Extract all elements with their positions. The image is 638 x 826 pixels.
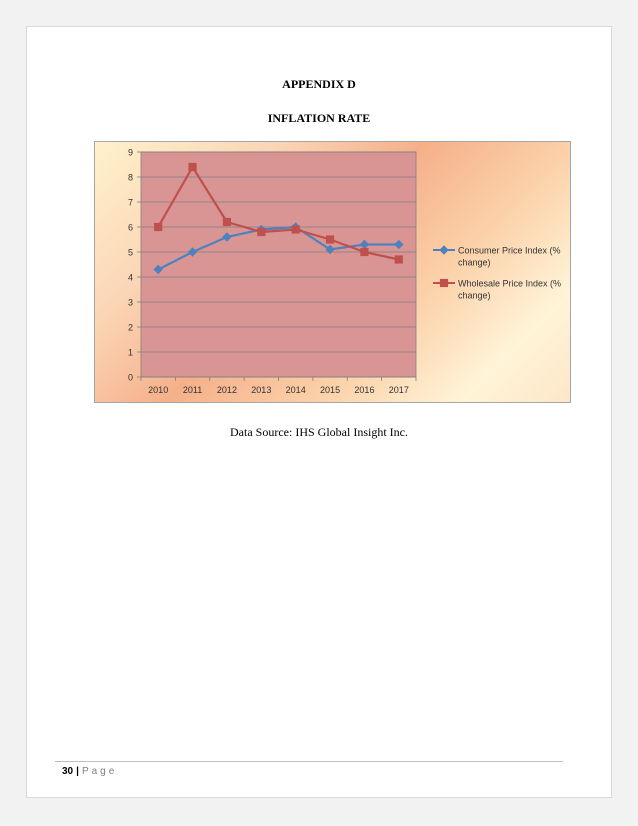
y-tick-label: 7	[127, 197, 133, 208]
chart-svg	[95, 142, 572, 404]
y-tick-label: 8	[127, 172, 133, 183]
y-tick-label: 4	[127, 272, 133, 283]
appendix-heading: APPENDIX D	[282, 77, 356, 91]
footer-separator: |	[76, 766, 79, 777]
x-tick-label: 2015	[320, 385, 341, 395]
data-point-wpi	[326, 236, 333, 243]
legend-label-cpi: Consumer Price Index (% change)	[458, 245, 561, 268]
y-tick-label: 9	[127, 147, 133, 158]
x-tick-label: 2016	[354, 385, 375, 395]
y-tick-label: 5	[127, 247, 133, 258]
legend-label-wpi: Wholesale Price Index (% change)	[458, 278, 562, 301]
y-tick-label: 6	[127, 222, 133, 233]
x-tick-label: 2011	[182, 385, 203, 395]
data-point-wpi	[223, 218, 230, 225]
x-tick-label: 2017	[388, 385, 409, 395]
data-point-wpi	[395, 256, 402, 263]
y-tick-label: 2	[127, 322, 133, 333]
page-label: Page	[81, 766, 118, 777]
data-point-wpi	[189, 163, 196, 170]
inflation-chart	[94, 141, 571, 403]
section-title: INFLATION RATE	[267, 111, 371, 125]
data-point-wpi	[292, 226, 299, 233]
data-point-wpi	[258, 228, 265, 235]
x-tick-label: 2010	[148, 385, 169, 395]
page-footer	[62, 766, 117, 777]
data-source-note: Data Source: IHS Global Insight Inc.	[230, 425, 408, 439]
y-tick-label: 1	[127, 347, 133, 358]
data-point-wpi	[155, 223, 162, 230]
page-number: 30	[62, 766, 74, 777]
document-page	[26, 26, 612, 798]
data-point-wpi	[361, 248, 368, 255]
x-tick-label: 2012	[216, 385, 237, 395]
x-tick-label: 2013	[251, 385, 272, 395]
legend-marker-wpi	[440, 279, 447, 286]
y-tick-label: 0	[127, 372, 133, 383]
y-tick-label: 3	[127, 297, 133, 308]
x-tick-label: 2014	[285, 385, 306, 395]
legend-marker-cpi	[440, 246, 448, 254]
footer-divider	[55, 761, 563, 762]
